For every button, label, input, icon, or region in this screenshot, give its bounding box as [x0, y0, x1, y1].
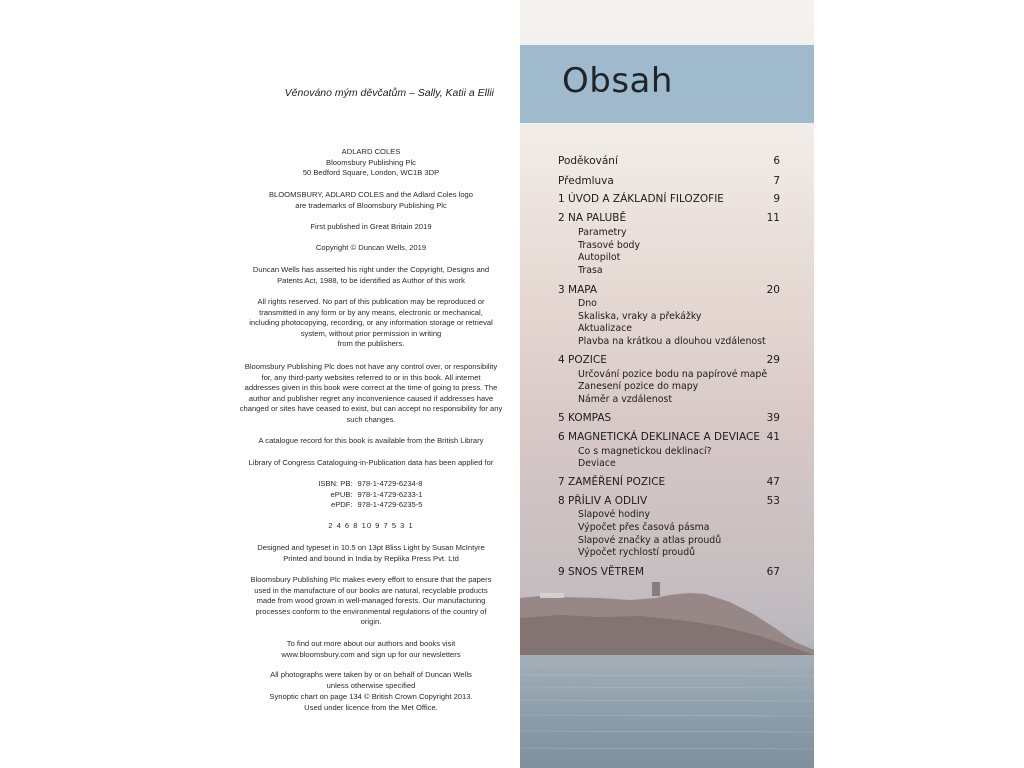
copyright-line: Copyright © Duncan Wells, 2019 — [315, 243, 427, 252]
toc-subentry[interactable]: Náměr a vzdálenost — [578, 394, 672, 405]
toc-subentry[interactable]: Určování pozice bodu na papírové mapě — [578, 369, 768, 380]
toc-subentry[interactable]: Zanesení pozice do mapy — [578, 381, 699, 392]
imprint-line: such changes. — [346, 414, 396, 424]
page-title: Obsah — [562, 61, 673, 101]
sea-ripples — [520, 655, 814, 768]
toc-subentry[interactable]: Autopilot — [578, 252, 621, 263]
toc-page-number: 9 — [773, 193, 780, 205]
imprint-line: including photocopying, recording, or any information storage or retrieval — [249, 318, 493, 327]
toc-page-number: 47 — [766, 476, 780, 488]
imprint-line: 50 Bedford Square, London, WC1B 3DP — [302, 168, 440, 177]
imprint-line: Patents Act, 1988, to be identified as Author of this work — [277, 275, 465, 285]
imprint-line: changed or sites have ceased to exist, but can accept no responsibility for any — [239, 404, 503, 413]
imprint-line: unless otherwise specified — [326, 680, 416, 690]
imprint-line: www.bloomsbury.com and sign up for our newsletters — [281, 649, 461, 659]
toc-subentry[interactable]: Co s magnetickou deklinací? — [578, 446, 712, 457]
imprint-line: ADLARD COLES — [341, 147, 401, 156]
photos-block — [222, 670, 520, 691]
isbn-row — [222, 490, 520, 501]
toc-subentry[interactable]: Slapové značky a atlas proudů — [578, 535, 722, 546]
isbn-value: 978-1-4729-6235-5 — [357, 500, 423, 509]
toc-subentry[interactable]: Slapové hodiny — [578, 509, 651, 520]
catalogue-line: A catalogue record for this book is available from the British Library — [258, 436, 484, 445]
imprint-line: used in the manufacture of our books are natural, recyclable products — [254, 585, 488, 595]
imprint-line: transmitted in any form or by any means, electronic or mechanical, — [259, 307, 483, 317]
dedication: Věnováno mým děvčatům – Sally, Katii a Ellii — [284, 87, 494, 99]
title-banner — [520, 45, 814, 123]
imprint-line: Bloomsbury Publishing Plc does not have any control over, or responsibility — [244, 362, 498, 371]
typeset-block — [222, 543, 520, 564]
imprint-line: Bloomsbury Publishing Plc makes every effort to ensure that the papers — [250, 575, 492, 584]
imprint-line: Designed and typeset in 10.5 on 13pt Bliss Light by Susan McIntyre — [257, 543, 485, 552]
imprint-line: made from wood grown in well-managed forests. Our manufacturing — [256, 596, 486, 605]
imprint-line: Duncan Wells has asserted his right under the Copyright, Designs and — [252, 265, 490, 274]
isbn-value: 978-1-4729-6233-1 — [357, 489, 423, 499]
imprint-line: Used under licence from the Met Office. — [304, 702, 438, 712]
synoptic-block — [222, 692, 520, 713]
toc-subentry[interactable]: Výpočet rychlostí proudů — [578, 547, 696, 558]
third-party-block — [222, 362, 520, 425]
print-line: 2 4 6 8 10 9 7 5 3 1 — [328, 521, 414, 530]
imprint-line: processes conform to the environmental regulations of the country of — [255, 606, 487, 616]
toc-entry[interactable]: Předmluva — [558, 175, 614, 187]
isbn-label: ePDF: — [330, 500, 353, 509]
first-published: First published in Great Britain 2019 — [310, 222, 432, 231]
imprint-line: are trademarks of Bloomsbury Publishing Plc — [295, 200, 447, 210]
toc-entry[interactable]: 9 SNOS VĚTREM — [558, 566, 645, 578]
toc-entry[interactable]: 3 MAPA — [558, 284, 598, 296]
toc-page-number: 67 — [766, 566, 780, 578]
trademark-block — [222, 190, 520, 211]
toc-subentry[interactable]: Výpočet přes časová pásma — [578, 522, 710, 533]
toc-subentry[interactable]: Skaliska, vraky a překážky — [578, 311, 702, 322]
rights-reserved-block — [222, 297, 520, 350]
imprint-line: BLOOMSBURY, ADLARD COLES and the Adlard Coles logo — [268, 190, 473, 199]
toc-entry[interactable]: 7 ZAMĚŘENÍ POZICE — [558, 476, 666, 488]
toc-page-number: 6 — [773, 155, 780, 167]
toc-subentry[interactable]: Trasové body — [578, 240, 641, 251]
imprint-line: addresses given in this book were correct at the time of going to press. The — [244, 383, 498, 392]
toc-subentry[interactable]: Deviace — [578, 458, 616, 469]
toc-entry[interactable]: 2 NA PALUBĚ — [558, 212, 627, 224]
toc-subentry[interactable]: Aktualizace — [578, 323, 633, 334]
imprint-line: system, without prior permission in writing — [300, 328, 442, 338]
toc-entry[interactable]: 1 ÚVOD A ZÁKLADNÍ FILOZOFIE — [558, 193, 724, 205]
toc-entry[interactable]: 5 KOMPAS — [558, 412, 612, 424]
imprint-line: Printed and bound in India by Replika Press Pvt. Ltd — [283, 553, 459, 563]
toc-page-number: 29 — [766, 354, 780, 366]
imprint-line: Synoptic chart on page 134 © British Crown Copyright 2013. — [269, 692, 473, 701]
toc-entry[interactable]: Poděkování — [558, 155, 618, 167]
toc-entry[interactable]: 8 PŘÍLIV A ODLIV — [558, 495, 648, 507]
imprint-line: from the publishers. — [337, 339, 405, 348]
toc-page-number: 20 — [766, 284, 780, 296]
imprint-line: for, any third-party websites referred to or in this book. All internet — [261, 372, 481, 382]
imprint-line: author and publisher regret any inconvenience caused if addresses have — [248, 393, 494, 403]
imprint-line: All photographs were taken by or on behalf of Duncan Wells — [270, 670, 472, 679]
isbn-row — [222, 479, 520, 490]
toc-page-number: 41 — [766, 431, 780, 443]
isbn-block — [222, 479, 520, 511]
isbn-value: 978-1-4729-6234-8 — [357, 479, 423, 488]
contents-page — [520, 0, 814, 768]
toc-page-number: 39 — [766, 412, 780, 424]
toc-subentry[interactable]: Trasa — [578, 265, 603, 276]
imprint-line: All rights reserved. No part of this publication may be reproduced or — [257, 297, 485, 306]
publisher-block — [222, 147, 520, 179]
toc-page-number: 7 — [773, 175, 780, 187]
toc-subentry[interactable]: Dno — [578, 298, 597, 309]
find-out-block — [222, 639, 520, 660]
imprint-line: To find out more about our authors and books visit — [286, 639, 456, 648]
loc-line: Library of Congress Cataloguing-in-Publication data has been applied for — [248, 458, 494, 467]
toc-entry[interactable]: 4 POZICE — [558, 354, 607, 366]
author-rights-block — [222, 265, 520, 286]
toc-entry[interactable]: 6 MAGNETICKÁ DEKLINACE A DEVIACE — [558, 431, 760, 443]
environment-block — [222, 575, 520, 628]
isbn-row — [222, 500, 520, 511]
imprint-line: Bloomsbury Publishing Plc — [326, 157, 416, 167]
isbn-label: ISBN: PB: — [318, 479, 353, 488]
left-page — [222, 0, 520, 768]
toc-subentry[interactable]: Parametry — [578, 227, 627, 238]
isbn-label: ePUB: — [330, 489, 353, 499]
toc-page-number: 53 — [766, 495, 780, 507]
imprint-line: origin. — [360, 617, 382, 626]
toc-page-number: 11 — [766, 212, 780, 224]
toc-subentry[interactable]: Plavba na krátkou a dlouhou vzdálenost — [578, 336, 766, 347]
